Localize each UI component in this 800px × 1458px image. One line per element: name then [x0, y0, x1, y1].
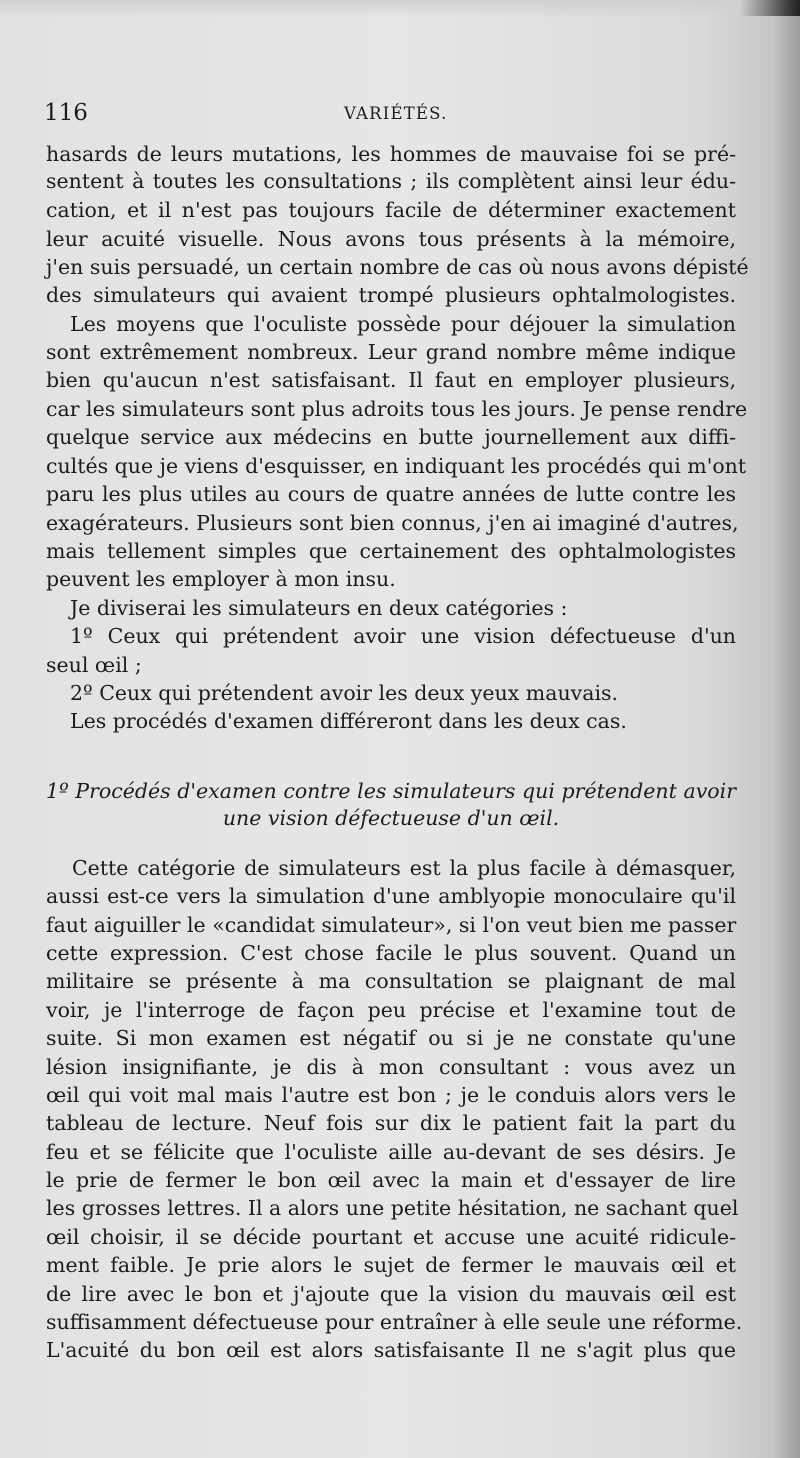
text-line: œil qui voit mal mais l'autre est bon ; je le conduis alors vers le	[46, 1083, 736, 1107]
page-header	[44, 100, 734, 130]
text-line: Je diviserai les simulateurs en deux catégories :	[70, 596, 568, 620]
page-number: 116	[44, 100, 88, 126]
text-line: hasards de leurs mutations, les hommes de mauvaise foi se pré-	[46, 142, 736, 166]
text-line: paru les plus utiles au cours de quatre années de lutte contre les	[46, 482, 736, 506]
text-line: j'en suis persuadé, un certain nombre de cas où nous avons dépisté	[46, 255, 749, 279]
text-line: aussi est-ce vers la simulation d'une amblyopie monoculaire qu'il	[46, 884, 736, 908]
text-line: quelque service aux médecins en butte journellement aux diffi-	[46, 425, 736, 449]
section-heading-line: une vision défectueuse d'un œil.	[222, 806, 560, 830]
text-line: 1º Ceux qui prétendent avoir une vision défectueuse d'un	[70, 624, 736, 648]
text-line: de lire avec le bon et j'ajoute que la vision du mauvais œil est	[46, 1282, 736, 1306]
running-head: VARIÉTÉS.	[344, 104, 448, 123]
text-line: tableau de lecture. Neuf fois sur dix le patient fait la part du	[46, 1111, 736, 1135]
text-line: des simulateurs qui avaient trompé plusieurs ophtalmologistes.	[46, 283, 736, 307]
text-line: seul œil ;	[46, 653, 142, 677]
text-line: cultés que je viens d'esquisser, en indiquant les procédés qui m'ont	[46, 454, 747, 478]
text-line: exagérateurs. Plusieurs sont bien connus, j'en ai imaginé d'autres,	[46, 511, 739, 535]
text-line: car les simulateurs sont plus adroits tous les jours. Je pense rendre	[46, 397, 748, 421]
text-line: cation, et il n'est pas toujours facile de déterminer exactement	[46, 198, 736, 222]
text-line: sont extrêmement nombreux. Leur grand nombre même indique	[46, 340, 736, 364]
text-line: bien qu'aucun n'est satisfaisant. Il faut en employer plusieurs,	[46, 368, 736, 392]
text-line: lésion insignifiante, je dis à mon consultant : vous avez un	[46, 1055, 736, 1079]
text-line: voir, je l'interroge de façon peu précise et l'examine tout de	[46, 998, 736, 1022]
text-line: Les procédés d'examen différeront dans les deux cas.	[70, 709, 627, 733]
text-line: les grosses lettres. Il a alors une petite hésitation, ne sachant quel	[46, 1196, 739, 1220]
text-line: L'acuité du bon œil est alors satisfaisante Il ne s'agit plus que	[46, 1338, 736, 1362]
text-line: suffisamment défectueuse pour entraîner à elle seule une réforme.	[46, 1310, 743, 1334]
text-line: cette expression. C'est chose facile le plus souvent. Quand un	[46, 941, 736, 965]
text-line: œil choisir, il se décide pourtant et accuse une acuité ridicule-	[46, 1225, 736, 1249]
text-line: faut aiguiller le «candidat simulateur», si l'on veut bien me passer	[46, 913, 737, 937]
page-corner-shadow	[740, 0, 800, 16]
text-line: sentent à toutes les consultations ; ils complètent ainsi leur édu-	[46, 169, 736, 193]
text-line: Cette catégorie de simulateurs est la plus facile à démasquer,	[72, 856, 736, 880]
page-edge-shadow	[774, 0, 800, 1458]
text-line: Les moyens que l'oculiste possède pour déjouer la simulation	[70, 312, 736, 336]
text-line: mais tellement simples que certainement des ophtalmologistes	[46, 539, 736, 563]
section-heading-line: 1º Procédés d'examen contre les simulateurs qui prétendent avoir	[46, 779, 736, 803]
text-line: militaire se présente à ma consultation se plaignant de mal	[46, 969, 736, 993]
text-line: leur acuité visuelle. Nous avons tous présents à la mémoire,	[46, 227, 736, 251]
page-top-shadow	[0, 0, 800, 18]
text-line: ment faible. Je prie alors le sujet de fermer le mauvais œil et	[46, 1253, 736, 1277]
text-line: peuvent les employer à mon insu.	[46, 567, 396, 591]
text-line: le prie de fermer le bon œil avec la main et d'essayer de lire	[46, 1168, 736, 1192]
text-line: feu et se félicite que l'oculiste aille au-devant de ses désirs. Je	[46, 1140, 736, 1164]
text-line: 2º Ceux qui prétendent avoir les deux yeux mauvais.	[70, 681, 619, 705]
text-line: suite. Si mon examen est négatif ou si je ne constate qu'une	[46, 1026, 736, 1050]
